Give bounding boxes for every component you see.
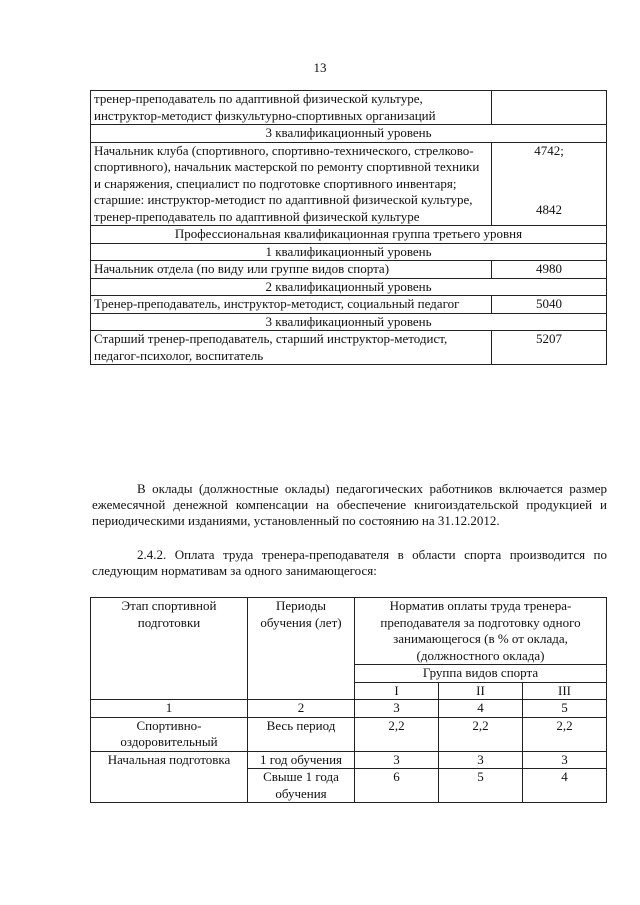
header-stage: Этап спортивной подготовки [91, 598, 248, 700]
col-number: 3 [355, 700, 439, 718]
position-cell: Тренер-преподаватель, инструктор-методист, социальный педагог [91, 296, 492, 314]
qualification-level-header: Профессиональная квалификационная группа третьего уровня [91, 226, 607, 244]
position-row [91, 261, 607, 279]
header-norm: Норматив оплаты труда тренера-преподавателя за подготовку одного занимающегося (в % от оклада, (должностного оклада) [355, 598, 607, 665]
stage-cell: Начальная подготовка [91, 751, 248, 803]
qualification-level-header: 3 квалификационный уровень [91, 125, 607, 143]
salary-cell: 5207 [492, 331, 607, 365]
position-cell: Начальник отдела (по виду или группе видов спорта) [91, 261, 492, 279]
col-number: 1 [91, 700, 248, 718]
paragraph-payment-norms: 2.4.2. Оплата труда тренера-преподавателя в области спорта производится по следующим нормативам за одного занимающегося: [92, 547, 607, 578]
norm-cell: 3 [438, 751, 522, 769]
norm-cell: 3 [355, 751, 439, 769]
qualification-level-row [91, 226, 607, 244]
position-cell: тренер-преподаватель по адаптивной физической культуре, инструктор-методист физкультурно-спортивных организаций [91, 91, 492, 125]
qualification-level-row [91, 243, 607, 261]
salary-cell: 4842 [492, 192, 607, 226]
position-row [91, 142, 607, 192]
stage-cell: Спортивно-оздоровительный [91, 717, 248, 751]
norm-cell: 5 [438, 769, 522, 803]
paragraph-compensation: В оклады (должностные оклады) педагогических работников включается размер ежемесячной денежной компенсации на обеспечение книгоиздательской продукцией и периодическими изданиями, установленный по состоянию на 31.12.2012. [92, 481, 607, 528]
salary-cell: 4742; [492, 142, 607, 192]
position-cell: Начальник клуба (спортивного, спортивно-технического, стрелково-спортивного), начальник мастерской по ремонту спортивной техники и снаряжения, специалист по подготовке спортивного инвентаря; [91, 142, 492, 192]
norm-cell: 6 [355, 769, 439, 803]
period-cell: Весь период [248, 717, 355, 751]
salary-cell [492, 91, 607, 125]
salary-cell: 4980 [492, 261, 607, 279]
qualification-level-row [91, 313, 607, 331]
position-row [91, 91, 607, 125]
col-number: 2 [248, 700, 355, 718]
qualification-level-header: 2 квалификационный уровень [91, 278, 607, 296]
col-number: 5 [522, 700, 606, 718]
norm-cell: 2,2 [522, 717, 606, 751]
col-number: 4 [438, 700, 522, 718]
norms-table [90, 597, 607, 803]
group-col: II [438, 682, 522, 700]
group-col: I [355, 682, 439, 700]
qualification-level-header: 1 квалификационный уровень [91, 243, 607, 261]
norm-cell: 2,2 [438, 717, 522, 751]
period-cell: Свыше 1 года обучения [248, 769, 355, 803]
norm-cell: 2,2 [355, 717, 439, 751]
qualification-level-row [91, 278, 607, 296]
page-number: 13 [313, 60, 327, 75]
position-cell: старшие: инструктор-методист по адаптивной физической культуре, тренер-преподаватель по адаптивной физической культуре [91, 192, 492, 226]
qualification-level-header: 3 квалификационный уровень [91, 313, 607, 331]
position-row [91, 192, 607, 226]
norm-cell: 4 [522, 769, 606, 803]
norm-cell: 3 [522, 751, 606, 769]
period-cell: 1 год обучения [248, 751, 355, 769]
group-col: III [522, 682, 606, 700]
position-cell: Старший тренер-преподаватель, старший инструктор-методист, педагог-психолог, воспитатель [91, 331, 492, 365]
salary-cell: 5040 [492, 296, 607, 314]
salary-table [90, 90, 607, 365]
header-sport-group: Группа видов спорта [355, 665, 607, 683]
position-row [91, 331, 607, 365]
header-periods: Периоды обучения (лет) [248, 598, 355, 700]
position-row [91, 296, 607, 314]
qualification-level-row [91, 125, 607, 143]
